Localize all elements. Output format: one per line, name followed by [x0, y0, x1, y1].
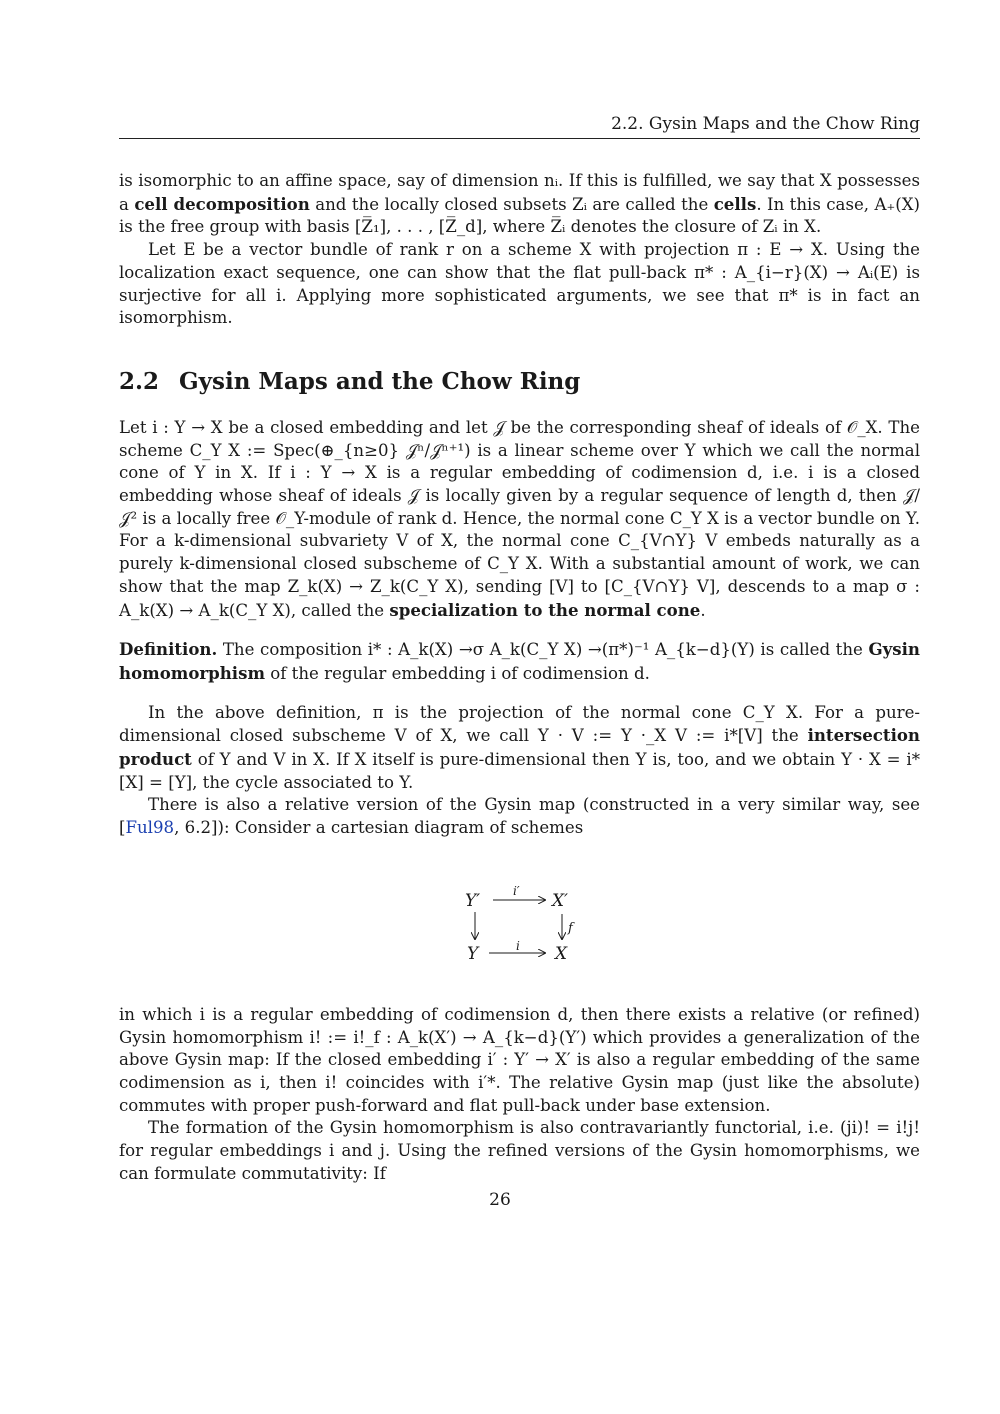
- page-body: [119, 170, 920, 1186]
- intro-paragraph-1: is isomorphic to an affine space, say of dimension nᵢ. If this is fulfilled, we say that X possesses a cell decomposition and the locally closed subsets Zᵢ are called the cells. In this case, A₊(X) is the free group with basis [Z̅₁], . . . , [Z̅_d], where Z̅ᵢ denotes the closure of Zᵢ in X.: [119, 171, 920, 237]
- definition-label: Definition.: [119, 639, 218, 660]
- term-cell-decomposition: cell decomposition: [134, 193, 310, 214]
- citation-link[interactable]: Ful98: [125, 818, 175, 838]
- term-intersection-product: intersection product: [119, 725, 920, 770]
- section-paragraph-1: Let i : Y → X be a closed embedding and let 𝒥 be the corresponding sheaf of ideals of 𝒪_X. The scheme C_Y X := Spec(⊕_{n≥0} 𝒥ⁿ/𝒥ⁿ⁺¹) is a linear scheme over Y which we call the normal cone of Y in X. If i : Y → X is a regular embedding of codimension d, i.e. i is a closed embedding whose sheaf of ideals 𝒥 is locally given by a regular sequence of length d, then 𝒥/𝒥² is a locally free 𝒪_Y-module of rank d. Hence, the normal cone C_Y X is a vector bundle on Y. For a k-dimensional subvariety V of X, the normal cone C_{V∩Y} V embeds naturally as a purely k-dimensional closed subscheme of C_Y X. With a substantial amount of work, we can show that the map Z_k(X) → Z_k(C_Y X), sending [V] to [C_{V∩Y} V], descends to a map σ : A_k(X) → A_k(C_Y X), called the specialization to the normal cone.: [119, 417, 920, 620]
- intro-paragraph-2: Let E be a vector bundle of rank r on a scheme X with projection π : E → X. Using the localization exact sequence, one can show that the flat pull-back π* : A_{i−r}(X) → Aᵢ(E) is surjective for all i. Applying more sophisticated arguments, we see that π* is in fact an isomorphism.: [119, 240, 920, 328]
- section-number: 2.2: [119, 367, 160, 395]
- label-top-arrow: i′: [513, 883, 520, 898]
- node-top-left: Y′: [465, 890, 481, 911]
- cartesian-diagram: [119, 854, 920, 986]
- diagram-arrows: [119, 854, 920, 986]
- definition-block: Definition. The composition i* : A_k(X) →σ A_k(C_Y X) →(π*)⁻¹ A_{k−d}(Y) is called the Gysin homomorphism of the regular embedding i of codimension d.: [119, 639, 920, 683]
- section-paragraph-3: There is also a relative version of the Gysin map (constructed in a very similar way, see [Ful98, 6.2]): Consider a cartesian diagram of schemes: [119, 795, 920, 838]
- term-gysin-homomorphism: Gysin homomorphism: [119, 639, 920, 683]
- node-bottom-right: X: [555, 943, 568, 964]
- page-number: 26: [489, 1190, 511, 1210]
- label-bottom-arrow: i: [516, 938, 520, 953]
- node-bottom-left: Y: [467, 943, 479, 964]
- term-specialization: specialization to the normal cone: [389, 599, 701, 620]
- node-top-right: X′: [552, 890, 568, 911]
- running-title: 2.2. Gysin Maps and the Chow Ring: [611, 114, 920, 134]
- section-title: Gysin Maps and the Chow Ring: [179, 367, 581, 395]
- section-paragraph-5: The formation of the Gysin homomorphism is also contravariantly functorial, i.e. (ji)! = i!j! for regular embeddings i and j. Using the refined versions of the Gysin homomorphisms, we can formulate commutativity: If: [119, 1118, 920, 1183]
- section-paragraph-4: in which i is a regular embedding of codimension d, then there exists a relative (or refined) Gysin homomorphism i! := i!_f : A_k(X′) → A_{k−d}(Y′) which provides a generalization of the above Gysin map: If the closed embedding i′ : Y′ → X′ is also a regular embedding of the same codimension as i, then i! coincides with i′*. The relative Gysin map (just like the absolute) commutes with proper push-forward and flat pull-back under base extension.: [119, 1004, 920, 1115]
- section-heading: [119, 367, 920, 397]
- label-right-arrow: f: [568, 920, 573, 936]
- section-paragraph-2: In the above definition, π is the projection of the normal cone C_Y X. For a pure-dimensional closed subscheme V of X, we call Y · V := Y ·_X V := i*[V] the intersection product of Y and V in X. If X itself is pure-dimensional then Y is, too, and we obtain Y · X = i*[X] = [Y], the cycle associated to Y.: [119, 702, 920, 792]
- running-header: [119, 112, 920, 139]
- term-cells: cells: [713, 193, 757, 214]
